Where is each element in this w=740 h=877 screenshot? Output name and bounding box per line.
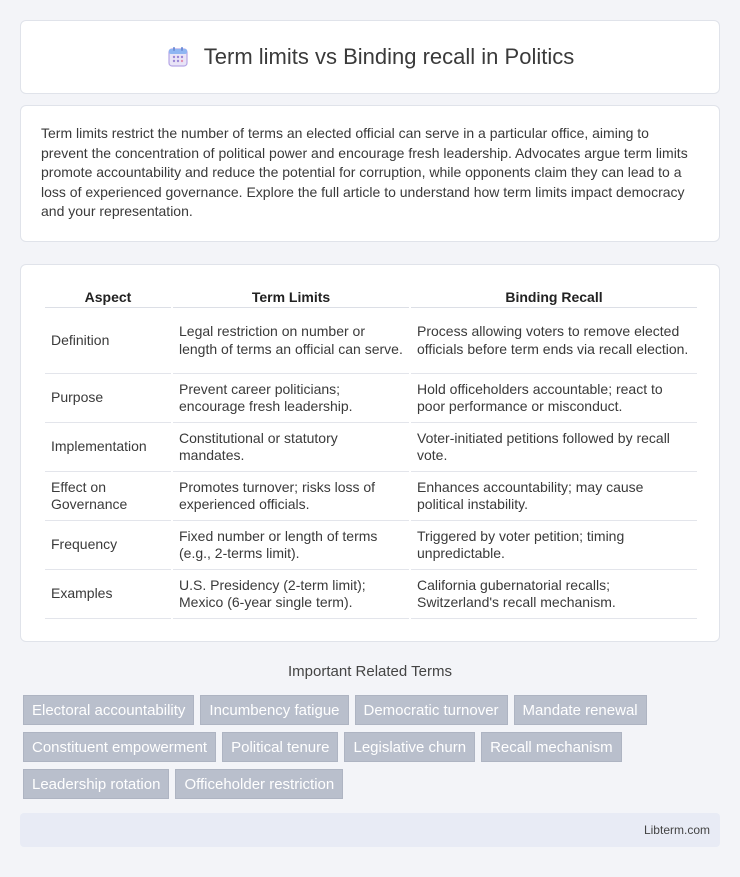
- cell-binding-recall: Triggered by voter petition; timing unpredictable.: [411, 521, 697, 570]
- page-title: Term limits vs Binding recall in Politics: [203, 44, 575, 69]
- cell-term-limits: U.S. Presidency (2-term limit); Mexico (6-year single term).: [173, 570, 409, 619]
- intro-card: [20, 105, 720, 242]
- cell-aspect: Purpose: [45, 374, 171, 423]
- cell-binding-recall: California gubernatorial recalls; Switzerland's recall mechanism.: [411, 570, 697, 619]
- tag-electoral-accountability[interactable]: Electoral accountability: [23, 695, 194, 725]
- title-wrap: [166, 44, 574, 70]
- cell-term-limits: Prevent career politicians; encourage fresh leadership.: [173, 374, 409, 423]
- tag-leadership-rotation[interactable]: Leadership rotation: [23, 769, 169, 799]
- comparison-table-card: [20, 264, 720, 642]
- cell-binding-recall: Enhances accountability; may cause political instability.: [411, 472, 697, 521]
- header-term-limits: Term Limits: [173, 285, 409, 308]
- tag-constituent-empowerment[interactable]: Constituent empowerment: [23, 732, 216, 762]
- table-row: [45, 472, 697, 521]
- tag-officeholder-restriction[interactable]: Officeholder restriction: [175, 769, 343, 799]
- related-terms-tags: [23, 695, 723, 799]
- table-row: [45, 521, 697, 570]
- table-header-row: [45, 285, 697, 308]
- cell-binding-recall: Voter-initiated petitions followed by recall vote.: [411, 423, 697, 472]
- tag-incumbency-fatigue[interactable]: Incumbency fatigue: [200, 695, 348, 725]
- table-row: [45, 570, 697, 619]
- cell-term-limits: Promotes turnover; risks loss of experienced officials.: [173, 472, 409, 521]
- cell-term-limits: Constitutional or statutory mandates.: [173, 423, 409, 472]
- table-row: [45, 374, 697, 423]
- intro-text: Term limits restrict the number of terms an elected official can serve in a particular office, aiming to prevent the concentration of political power and encourage fresh leadership. Advocates argue term limits promote accountability and reduce the potential for corruption, while opponents claim they can lead to a loss of experienced governance. Explore the full article to understand how term limits impact democracy and your representation.: [41, 125, 688, 220]
- cell-binding-recall: Hold officeholders accountable; react to poor performance or misconduct.: [411, 374, 697, 423]
- cell-aspect: Effect on Governance: [45, 472, 171, 521]
- related-terms-title: Important Related Terms: [288, 663, 452, 680]
- cell-aspect: Examples: [45, 570, 171, 619]
- cell-aspect: Frequency: [45, 521, 171, 570]
- header-binding-recall: Binding Recall: [411, 285, 697, 308]
- footer: [20, 813, 720, 847]
- cell-binding-recall: Process allowing voters to remove elected officials before term ends via recall election.: [411, 308, 697, 374]
- tag-democratic-turnover[interactable]: Democratic turnover: [355, 695, 508, 725]
- cell-aspect: Implementation: [45, 423, 171, 472]
- cell-aspect: Definition: [45, 308, 171, 374]
- table-row: [45, 423, 697, 472]
- comparison-table: [43, 285, 699, 619]
- header-card: [20, 20, 720, 94]
- header-aspect: Aspect: [45, 285, 171, 308]
- table-row: [45, 308, 697, 374]
- cell-term-limits: Legal restriction on number or length of terms an official can serve.: [173, 308, 409, 374]
- tag-recall-mechanism[interactable]: Recall mechanism: [481, 732, 622, 762]
- footer-site-link[interactable]: Libterm.com: [643, 823, 710, 837]
- tag-political-tenure[interactable]: Political tenure: [222, 732, 338, 762]
- cell-term-limits: Fixed number or length of terms (e.g., 2-terms limit).: [173, 521, 409, 570]
- tag-legislative-churn[interactable]: Legislative churn: [344, 732, 475, 762]
- calendar-icon: [166, 45, 190, 69]
- tag-mandate-renewal[interactable]: Mandate renewal: [514, 695, 647, 725]
